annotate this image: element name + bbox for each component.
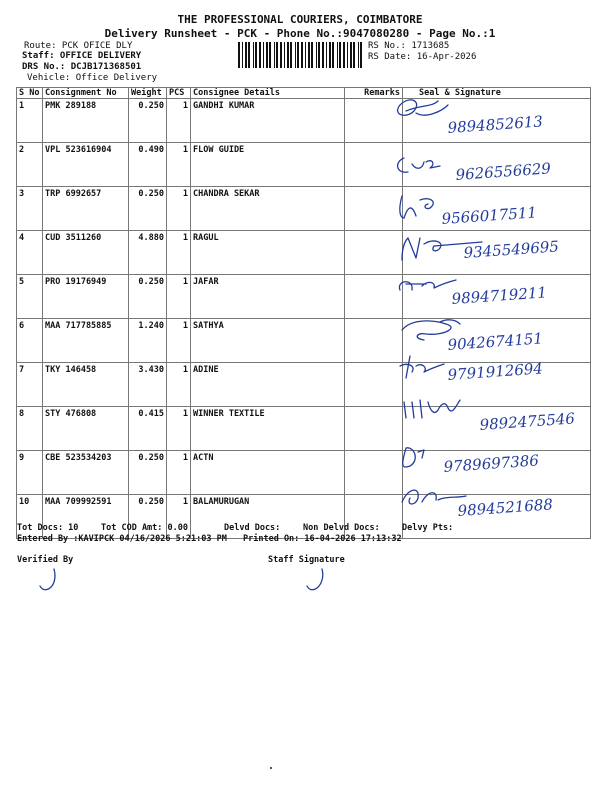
cell-pcs: 1 (167, 187, 191, 231)
cell-sno: 10 (17, 495, 43, 539)
cell-weight: 0.250 (129, 495, 167, 539)
signature-stroke (399, 280, 456, 290)
handwritten-signature (386, 93, 590, 139)
cell-pcs: 1 (167, 143, 191, 187)
signature-phone-number: 9894852613 (447, 112, 544, 137)
handwritten-signature (386, 186, 590, 232)
cell-sno: 2 (17, 143, 43, 187)
col-remarks: Remarks (345, 88, 403, 99)
cell-pcs: 1 (167, 363, 191, 407)
signature-phone-number: 9894521688 (457, 495, 554, 520)
cell-sno: 9 (17, 451, 43, 495)
cell-consignment-no: MAA 709992591 (43, 495, 129, 539)
cell-consignment-no: STY 476808 (43, 407, 129, 451)
handwritten-signature (386, 348, 590, 394)
cell-pcs: 1 (167, 451, 191, 495)
cell-consignment-no: MAA 717785885 (43, 319, 129, 363)
col-consignee: Consignee Details (191, 88, 345, 99)
signature-stroke (398, 158, 440, 172)
cell-weight: 1.240 (129, 319, 167, 363)
cell-consignment-no: CUD 3511260 (43, 231, 129, 275)
staff-tick-mark (302, 566, 332, 594)
scan-speck (270, 767, 272, 769)
cell-sno: 6 (17, 319, 43, 363)
cell-consignment-no: CBE 523534203 (43, 451, 129, 495)
vehicle-label: Vehicle: Office Delivery (27, 73, 158, 83)
signature-stroke (400, 356, 444, 378)
signature-phone-number: 9791912694 (447, 359, 544, 384)
signature-phone-number: 9042674151 (447, 329, 544, 354)
col-seal-signature: Seal & Signature (403, 88, 591, 99)
cell-weight: 0.250 (129, 451, 167, 495)
cell-consignee: ADINE (191, 363, 345, 407)
company-title: THE PROFESSIONAL COURIERS, COIMBATORE (177, 13, 423, 26)
entered-by: Entered By :KAVIPCK 04/16/2026 5:21:03 PM (17, 534, 227, 544)
signature-stroke (404, 400, 460, 418)
cell-pcs: 1 (167, 99, 191, 143)
staff-label: Staff: OFFICE DELIVERY (22, 51, 142, 61)
non-delivered-docs: Non Delvd Docs: (303, 523, 380, 533)
signature-phone-number: 9894719211 (451, 283, 548, 308)
cell-consignee: SATHYA (191, 319, 345, 363)
cell-consignee: JAFAR (191, 275, 345, 319)
cell-sno: 8 (17, 407, 43, 451)
cell-weight: 3.430 (129, 363, 167, 407)
handwritten-signature (386, 478, 590, 524)
signature-stroke (403, 448, 424, 467)
drs-label: DRS No.: DCJB171368501 (22, 62, 142, 72)
total-cod-amount: Tot COD Amt: 0.00 (101, 523, 188, 533)
cell-pcs: 1 (167, 275, 191, 319)
cell-pcs: 1 (167, 407, 191, 451)
signature-phone-number: 9566017511 (441, 203, 538, 228)
cell-pcs: 1 (167, 319, 191, 363)
cell-sno: 4 (17, 231, 43, 275)
cell-consignment-no: TKY 146458 (43, 363, 129, 407)
cell-consignee: CHANDRA SEKAR (191, 187, 345, 231)
handwritten-signature (386, 268, 590, 314)
cell-weight: 0.415 (129, 407, 167, 451)
signature-stroke (398, 100, 448, 115)
runsheet-subtitle: Delivery Runsheet - PCK - Phone No.:9047080280 - Page No.:1 (104, 27, 496, 40)
handwritten-signature (386, 390, 590, 436)
cell-pcs: 1 (167, 495, 191, 539)
signature-phone-number: 9892475546 (479, 409, 576, 434)
col-sno: S No (17, 88, 43, 99)
cell-consignee: RAGUL (191, 231, 345, 275)
signature-phone-number: 9345549695 (463, 237, 560, 262)
cell-consignment-no: VPL 523616904 (43, 143, 129, 187)
cell-consignee: FLOW GUIDE (191, 143, 345, 187)
cell-sno: 3 (17, 187, 43, 231)
route-label: Route: PCK OFICE DLY (24, 41, 133, 51)
cell-sno: 1 (17, 99, 43, 143)
delivery-points: Delvy Pts: (402, 523, 454, 533)
cell-weight: 0.250 (129, 275, 167, 319)
cell-consignment-no: TRP 6992657 (43, 187, 129, 231)
cell-sno: 7 (17, 363, 43, 407)
cell-consignee: ACTN (191, 451, 345, 495)
cell-weight: 0.250 (129, 99, 167, 143)
barcode-image (238, 42, 364, 68)
col-weight: Weight (129, 88, 167, 99)
cell-weight: 4.880 (129, 231, 167, 275)
rs-number: RS No.: 1713685 (368, 41, 450, 51)
delivered-docs: Delvd Docs: (224, 523, 281, 533)
cell-weight: 0.490 (129, 143, 167, 187)
cell-sno: 5 (17, 275, 43, 319)
printed-on: Printed On: 16-04-2026 17:13:32 (243, 534, 402, 544)
rs-date: RS Date: 16-Apr-2026 (368, 52, 477, 62)
cell-consignee: BALAMURUGAN (191, 495, 345, 539)
col-pcs: PCS (167, 88, 191, 99)
total-docs: Tot Docs: 10 (17, 523, 79, 533)
cell-consignment-no: PMK 289188 (43, 99, 129, 143)
col-consignment: Consignment No (43, 88, 129, 99)
staff-signature-label: Staff Signature (268, 555, 345, 565)
cell-consignee: WINNER TEXTILE (191, 407, 345, 451)
signature-stroke (400, 196, 433, 218)
cell-consignee: GANDHI KUMAR (191, 99, 345, 143)
signature-phone-number: 9626556629 (455, 159, 552, 184)
verified-tick-mark (36, 566, 66, 594)
verified-by-label: Verified By (17, 555, 74, 565)
signature-phone-number: 9789697386 (443, 451, 540, 476)
cell-pcs: 1 (167, 231, 191, 275)
cell-weight: 0.250 (129, 187, 167, 231)
cell-consignment-no: PRO 19176949 (43, 275, 129, 319)
